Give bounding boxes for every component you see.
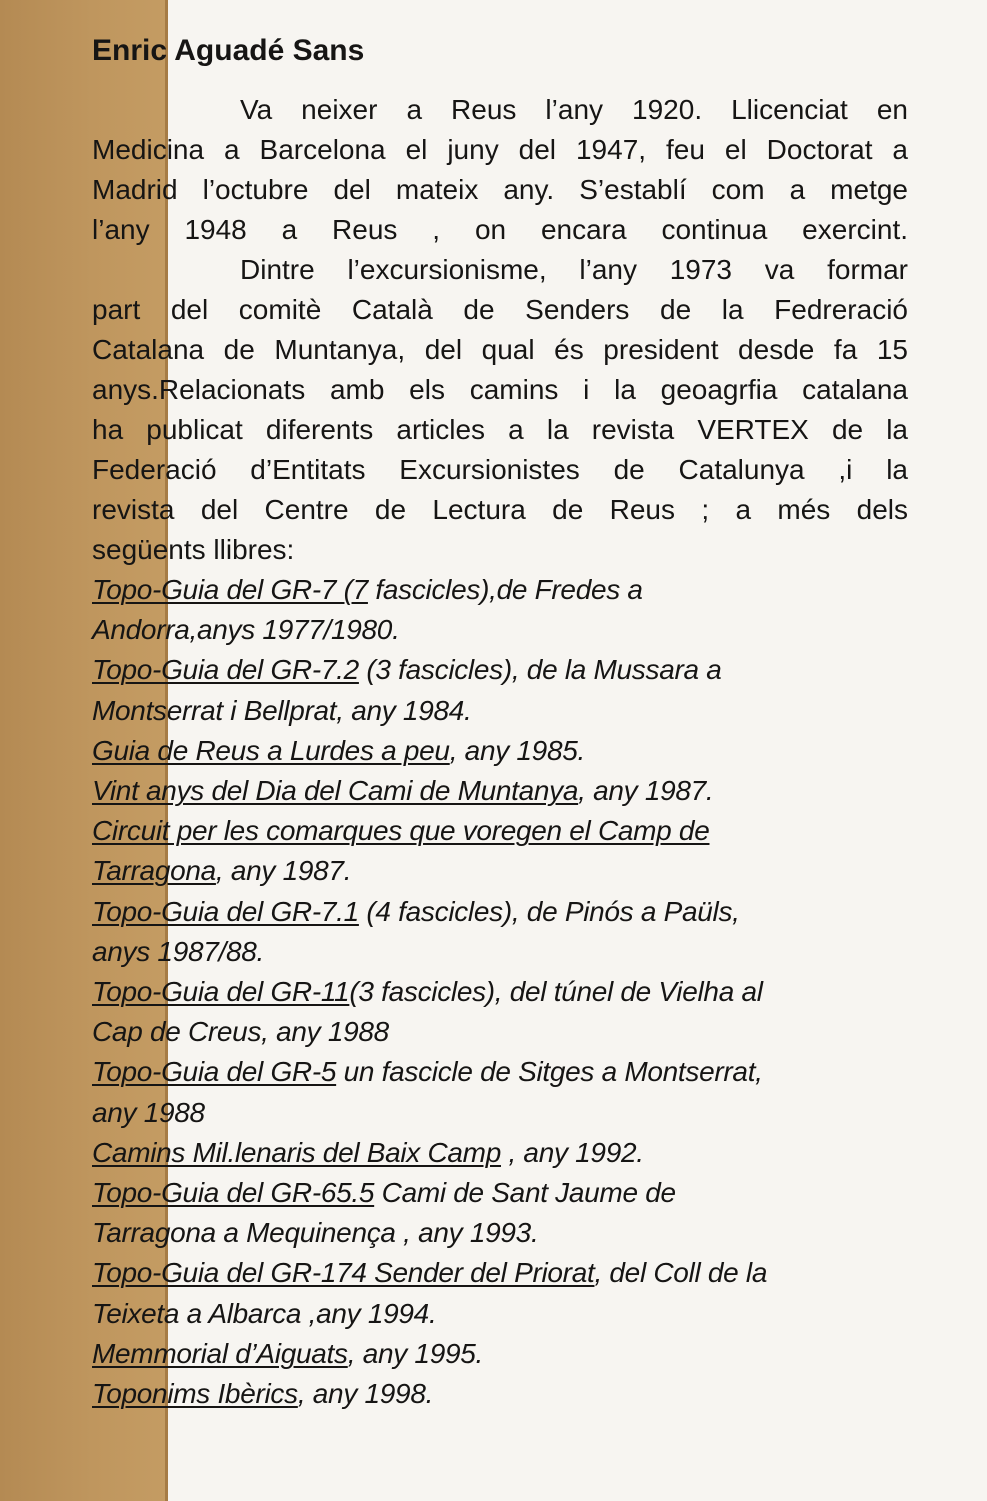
book-entry-line <box>92 1253 908 1293</box>
book-details: any 1988 <box>92 1096 205 1128</box>
book-details: (4 fascicles), de Pinós a Paüls, <box>358 895 740 927</box>
book-details: Montserrat i Bellprat, any 1984. <box>92 694 472 726</box>
paragraph-line: anys.Relacionats amb els camins i la geoagrfia catalana <box>92 374 908 405</box>
book-details: Teixeta a Albarca ,any 1994. <box>92 1297 437 1329</box>
book-details: Tarragona a Mequinença , any 1993. <box>92 1217 539 1249</box>
book-details: , any 1995. <box>347 1337 483 1369</box>
book-details: , any 1985. <box>449 734 585 766</box>
book-title: Topo-Guia del GR-5 <box>92 1056 337 1088</box>
excursionism-paragraph <box>92 250 908 570</box>
book-list <box>92 570 908 1414</box>
book-title: Circuit per les comarques que voregen el Camp de <box>92 815 710 847</box>
book-entry-line <box>92 1334 908 1374</box>
document-page <box>92 30 908 1414</box>
book-title: Toponims Ibèrics <box>92 1378 298 1410</box>
paragraph-line: Medicina a Barcelona el juny del 1947, feu el Doctorat a <box>92 134 908 165</box>
book-entry-line <box>92 892 908 932</box>
paragraph-line: Va neixer a Reus l’any 1920. Llicenciat en <box>240 94 908 125</box>
paragraph-line: Catalana de Muntanya, del qual és president desde fa 15 <box>92 334 908 365</box>
book-entry-line <box>92 851 908 891</box>
book-details: , any 1987. <box>215 855 352 887</box>
paragraph-line: ha publicat diferents articles a la revista VERTEX de la <box>92 414 908 445</box>
book-title: Topo-Guia del GR-65.5 <box>92 1177 375 1209</box>
book-entry-line <box>92 1093 908 1133</box>
book-title: Guia de Reus a Lurdes a peu <box>92 734 450 766</box>
book-entry-line <box>92 1133 908 1173</box>
paragraph-line: Dintre l’excursionisme, l’any 1973 va formar <box>240 254 908 285</box>
book-details: Cap de Creus, any 1988 <box>92 1016 389 1048</box>
book-entry-line <box>92 811 908 851</box>
biography-paragraph <box>92 90 908 250</box>
book-title: Topo-Guia del GR-7.1 <box>92 895 359 927</box>
paragraph-line: revista del Centre de Lectura de Reus ; a més dels <box>92 494 908 525</box>
paragraph-line: següents llibres: <box>92 534 295 565</box>
book-details: , del Coll de la <box>594 1257 768 1289</box>
book-title: Memmorial d’Aiguats <box>92 1337 348 1369</box>
paragraph-line: Madrid l’octubre del mateix any. S’establí com a metge <box>92 174 908 205</box>
book-entry-line <box>92 1173 908 1213</box>
book-entry-line <box>92 650 908 690</box>
book-entry-line <box>92 1294 908 1334</box>
book-title: Topo-Guia del GR-174 Sender del Priorat <box>92 1257 595 1289</box>
book-title: Topo-Guia del GR-11 <box>92 976 350 1008</box>
book-title: Topo-Guia del GR-7.2 <box>92 654 359 686</box>
book-title: Tarragona <box>92 855 216 887</box>
book-title: Vint anys del Dia del Cami de Muntanya <box>92 775 579 807</box>
book-title: Camins Mil.lenaris del Baix Camp <box>92 1136 501 1168</box>
book-entry-line <box>92 610 908 650</box>
book-entry-line <box>92 691 908 731</box>
book-title: Topo-Guia del GR-7 (7 <box>92 574 368 605</box>
book-entry-line <box>92 1213 908 1253</box>
book-details: fascicles),de Fredes a <box>367 574 643 605</box>
book-entry-line <box>92 1012 908 1052</box>
book-entry-line <box>92 731 908 771</box>
book-details: , any 1987. <box>578 775 714 807</box>
book-entry-line <box>92 972 908 1012</box>
book-entry-line <box>92 1374 908 1414</box>
book-details: Cami de Sant Jaume de <box>374 1177 676 1209</box>
paragraph-line: l’any 1948 a Reus , on encara continua exercint. <box>92 214 908 245</box>
book-details: anys 1987/88. <box>92 935 265 967</box>
book-details: un fascicle de Sitges a Montserrat, <box>336 1056 763 1088</box>
book-details: , any 1998. <box>297 1378 434 1410</box>
book-entry-line <box>92 932 908 972</box>
book-details: (3 fascicles), de la Mussara a <box>358 654 722 686</box>
book-entry-line <box>92 1052 908 1092</box>
book-entry-line <box>92 570 908 610</box>
page-title: Enric Aguadé Sans <box>92 34 365 67</box>
paragraph-line: part del comitè Català de Senders de la Fedreració <box>92 294 908 325</box>
book-details: (3 fascicles), del túnel de Vielha al <box>349 976 763 1008</box>
paragraph-line: Federació d’Entitats Excursionistes de Catalunya ,i la <box>92 454 908 485</box>
book-entry-line <box>92 771 908 811</box>
book-details: Andorra,anys 1977/1980. <box>92 614 400 646</box>
book-details: , any 1992. <box>500 1136 644 1168</box>
